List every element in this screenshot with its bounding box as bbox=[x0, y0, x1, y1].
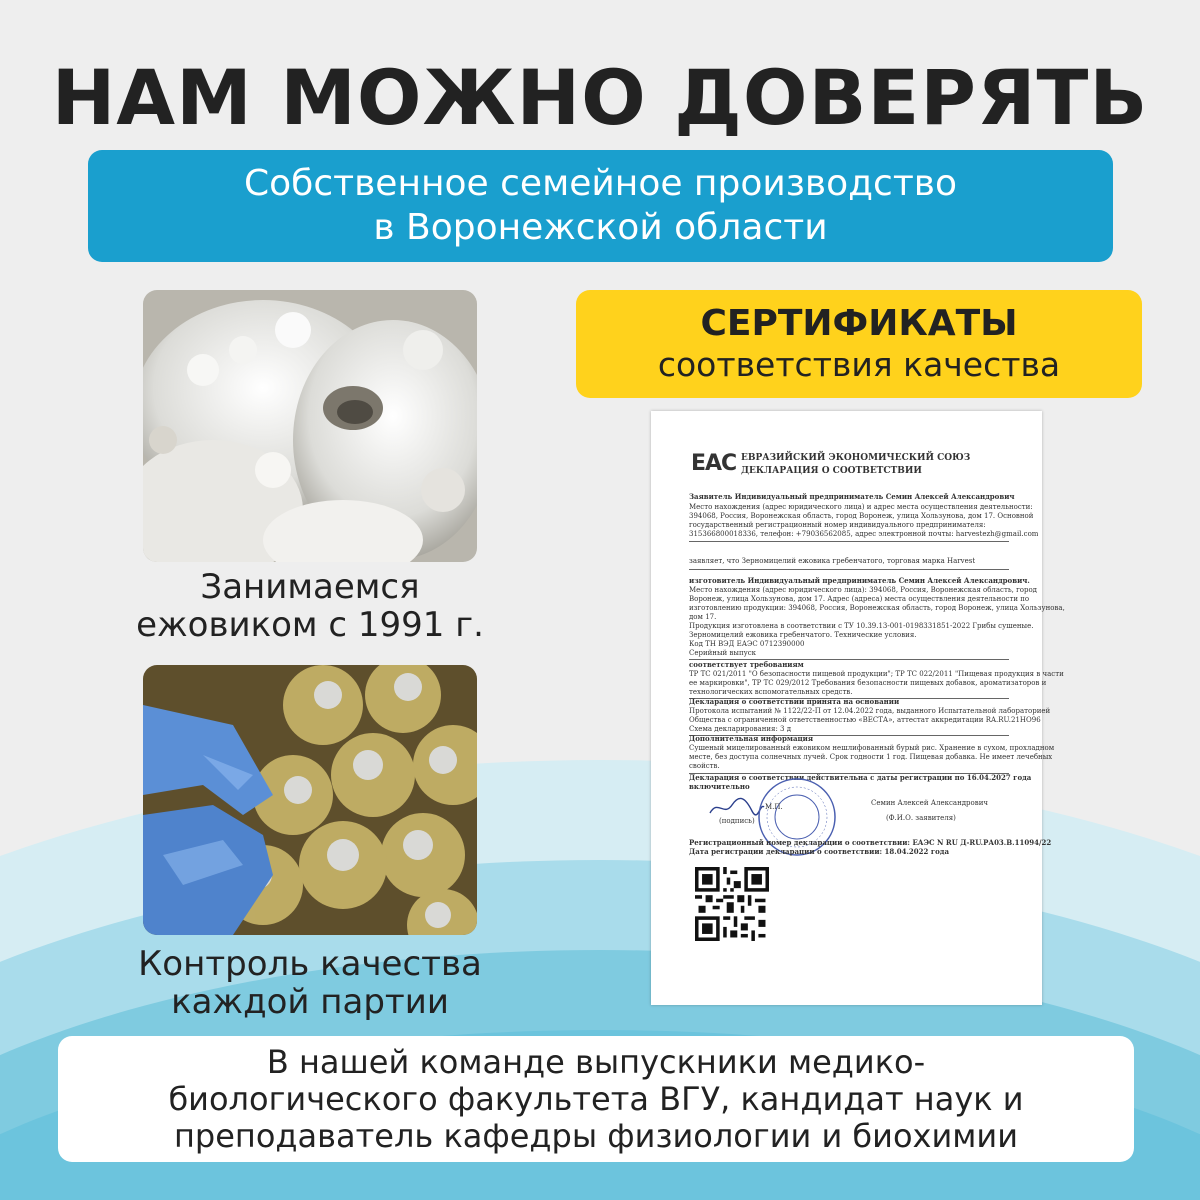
declaration-line: Место нахождения (адрес юридического лица) и адрес места осуществления деятельности: bbox=[689, 503, 1033, 511]
declaration-line: ТР ТС 021/2011 "О безопасности пищевой продукции"; ТР ТС 022/2011 "Пищевая продукция в части bbox=[689, 670, 1064, 678]
qr-code-icon bbox=[695, 867, 769, 941]
team-line-1: В нашей команде выпускники медико- bbox=[266, 1042, 926, 1081]
declaration-line: Протокола испытаний № 1122/22-П от 12.04.2022 года, выданного Испытательной лабораторией bbox=[689, 707, 1051, 715]
subtitle-line-1: Собственное семейное производство bbox=[243, 163, 958, 204]
certificates-subtitle: соответствия качества bbox=[657, 345, 1061, 384]
declaration-maker: изготовитель Индивидуальный предприниматель Семин Алексей Александрович. bbox=[689, 577, 1030, 585]
declaration-line: 394068, Россия, Воронежская область, город Воронеж, улица Хользунова, дом 17. Основной bbox=[689, 512, 1034, 520]
declaration-union: ЕВРАЗИЙСКИЙ ЭКОНОМИЧЕСКИЙ СОЮЗ bbox=[741, 453, 971, 463]
declaration-reg-number: Регистрационный номер декларации о соответствии: ЕАЭС N RU Д-RU.РА03.В.11094/22 bbox=[689, 839, 1052, 847]
caption-quality-line-1: Контроль качества bbox=[138, 944, 482, 984]
declaration-line: свойств. bbox=[689, 762, 720, 770]
declaration-line: Место нахождения (адрес юридического лица): 394068, Россия, Воронежская область, город bbox=[689, 586, 1037, 594]
declaration-line: технологических вспомогательных средств. bbox=[689, 688, 853, 696]
certificates-title: СЕРТИФИКАТЫ bbox=[700, 303, 1018, 344]
declaration-applicant: Заявитель Индивидуальный предприниматель Семин Алексей Александрович bbox=[689, 493, 1015, 501]
declaration-serial: Серийный выпуск bbox=[689, 649, 757, 657]
declaration-line: Зерномицелий ежовика гребенчатого. Технические условия. bbox=[689, 631, 917, 639]
page-title: НАМ МОЖНО ДОВЕРЯТЬ bbox=[51, 53, 1149, 142]
fio-label: (Ф.И.О. заявителя) bbox=[886, 814, 956, 822]
declaration-title: ДЕКЛАРАЦИЯ О СООТВЕТСТВИИ bbox=[741, 466, 922, 476]
declaration-declares: заявляет, что Зерномицелий ежовика гребенчатого, торговая марка Harvest bbox=[689, 557, 976, 565]
divider bbox=[689, 541, 1009, 542]
divider bbox=[689, 569, 1009, 570]
declaration-validity: Декларация о соответствии действительна с даты регистрации по 16.04.2027 года bbox=[689, 774, 1032, 782]
declaration-line: Общества с ограниченной ответственностью «ВЕСТА», аттестат аккредитации RA.RU.21НО96 bbox=[689, 716, 1041, 724]
eac-logo: EAC bbox=[691, 451, 737, 476]
declaration-line: ее маркировки", ТР ТС 029/2012 Требования безопасности пищевых добавок, ароматизаторов и bbox=[689, 679, 1047, 687]
declaration-document bbox=[651, 411, 1065, 1005]
stamp-mp: М.П. bbox=[765, 803, 783, 811]
declaration-reg-date: Дата регистрации декларации о соответствии: 18.04.2022 года bbox=[689, 848, 949, 856]
declaration-line: Продукция изготовлена в соответствии с ТУ 10.39.13-001-0198331851-2022 Грибы сушеные. bbox=[689, 622, 1034, 630]
declaration-line: Воронеж, улица Хользунова, дом 17. Адрес (адреса) места осуществления деятельности по bbox=[689, 595, 1030, 603]
caption-quality-line-2: каждой партии bbox=[171, 982, 449, 1022]
declaration-line: Схема декларирования: 3 д bbox=[689, 725, 792, 733]
team-line-3: преподаватель кафедры физиологии и биохимии bbox=[174, 1116, 1018, 1155]
declaration-line: 315366800018336, телефон: +79036562085, адрес электронной почты: harvestezh@gmail.com bbox=[689, 530, 1039, 538]
declaration-line: Сушеный мицелированный ежовиком нешлифованный бурый рис. Хранение в сухом, прохладном bbox=[689, 744, 1055, 752]
certificates-banner bbox=[576, 290, 1142, 398]
divider bbox=[689, 659, 1009, 660]
declaration-signer: Семин Алексей Александрович bbox=[871, 799, 988, 807]
subtitle-line-2: в Воронежской области bbox=[373, 207, 828, 248]
team-banner bbox=[58, 1036, 1134, 1162]
team-line-2: биологического факультета ВГУ, кандидат наук и bbox=[168, 1079, 1024, 1118]
caption-experience-line-2: ежовиком с 1991 г. bbox=[136, 605, 484, 645]
subtitle-banner bbox=[88, 150, 1113, 262]
mushroom-photo bbox=[143, 290, 477, 562]
declaration-line: изготовлению продукции: 394068, Россия, Воронежская область, город Воронеж, улица Хользунова, bbox=[689, 604, 1065, 612]
declaration-line: дом 17. bbox=[689, 613, 717, 621]
caption-experience bbox=[100, 568, 520, 644]
declaration-line: месте, без доступа солнечных лучей. Срок годности 1 год. Пищевая добавка. Не имеет лечебных bbox=[689, 753, 1053, 761]
declaration-basis: Декларация о соответствии принята на основании bbox=[689, 698, 900, 706]
caption-experience-line-1: Занимаемся bbox=[200, 567, 420, 607]
declaration-line: государственный регистрационный номер индивидуального предпринимателя: bbox=[689, 521, 986, 529]
lab-vials-photo bbox=[143, 665, 477, 935]
declaration-validity-2: включительно bbox=[689, 783, 750, 791]
declaration-extra: Дополнительная информация bbox=[689, 735, 814, 743]
signature-label: (подпись) bbox=[719, 817, 755, 825]
declaration-complies: соответствует требованиям bbox=[689, 661, 804, 669]
declaration-code: Код ТН ВЭД ЕАЭС 0712390000 bbox=[689, 640, 805, 648]
caption-quality bbox=[80, 945, 540, 1021]
